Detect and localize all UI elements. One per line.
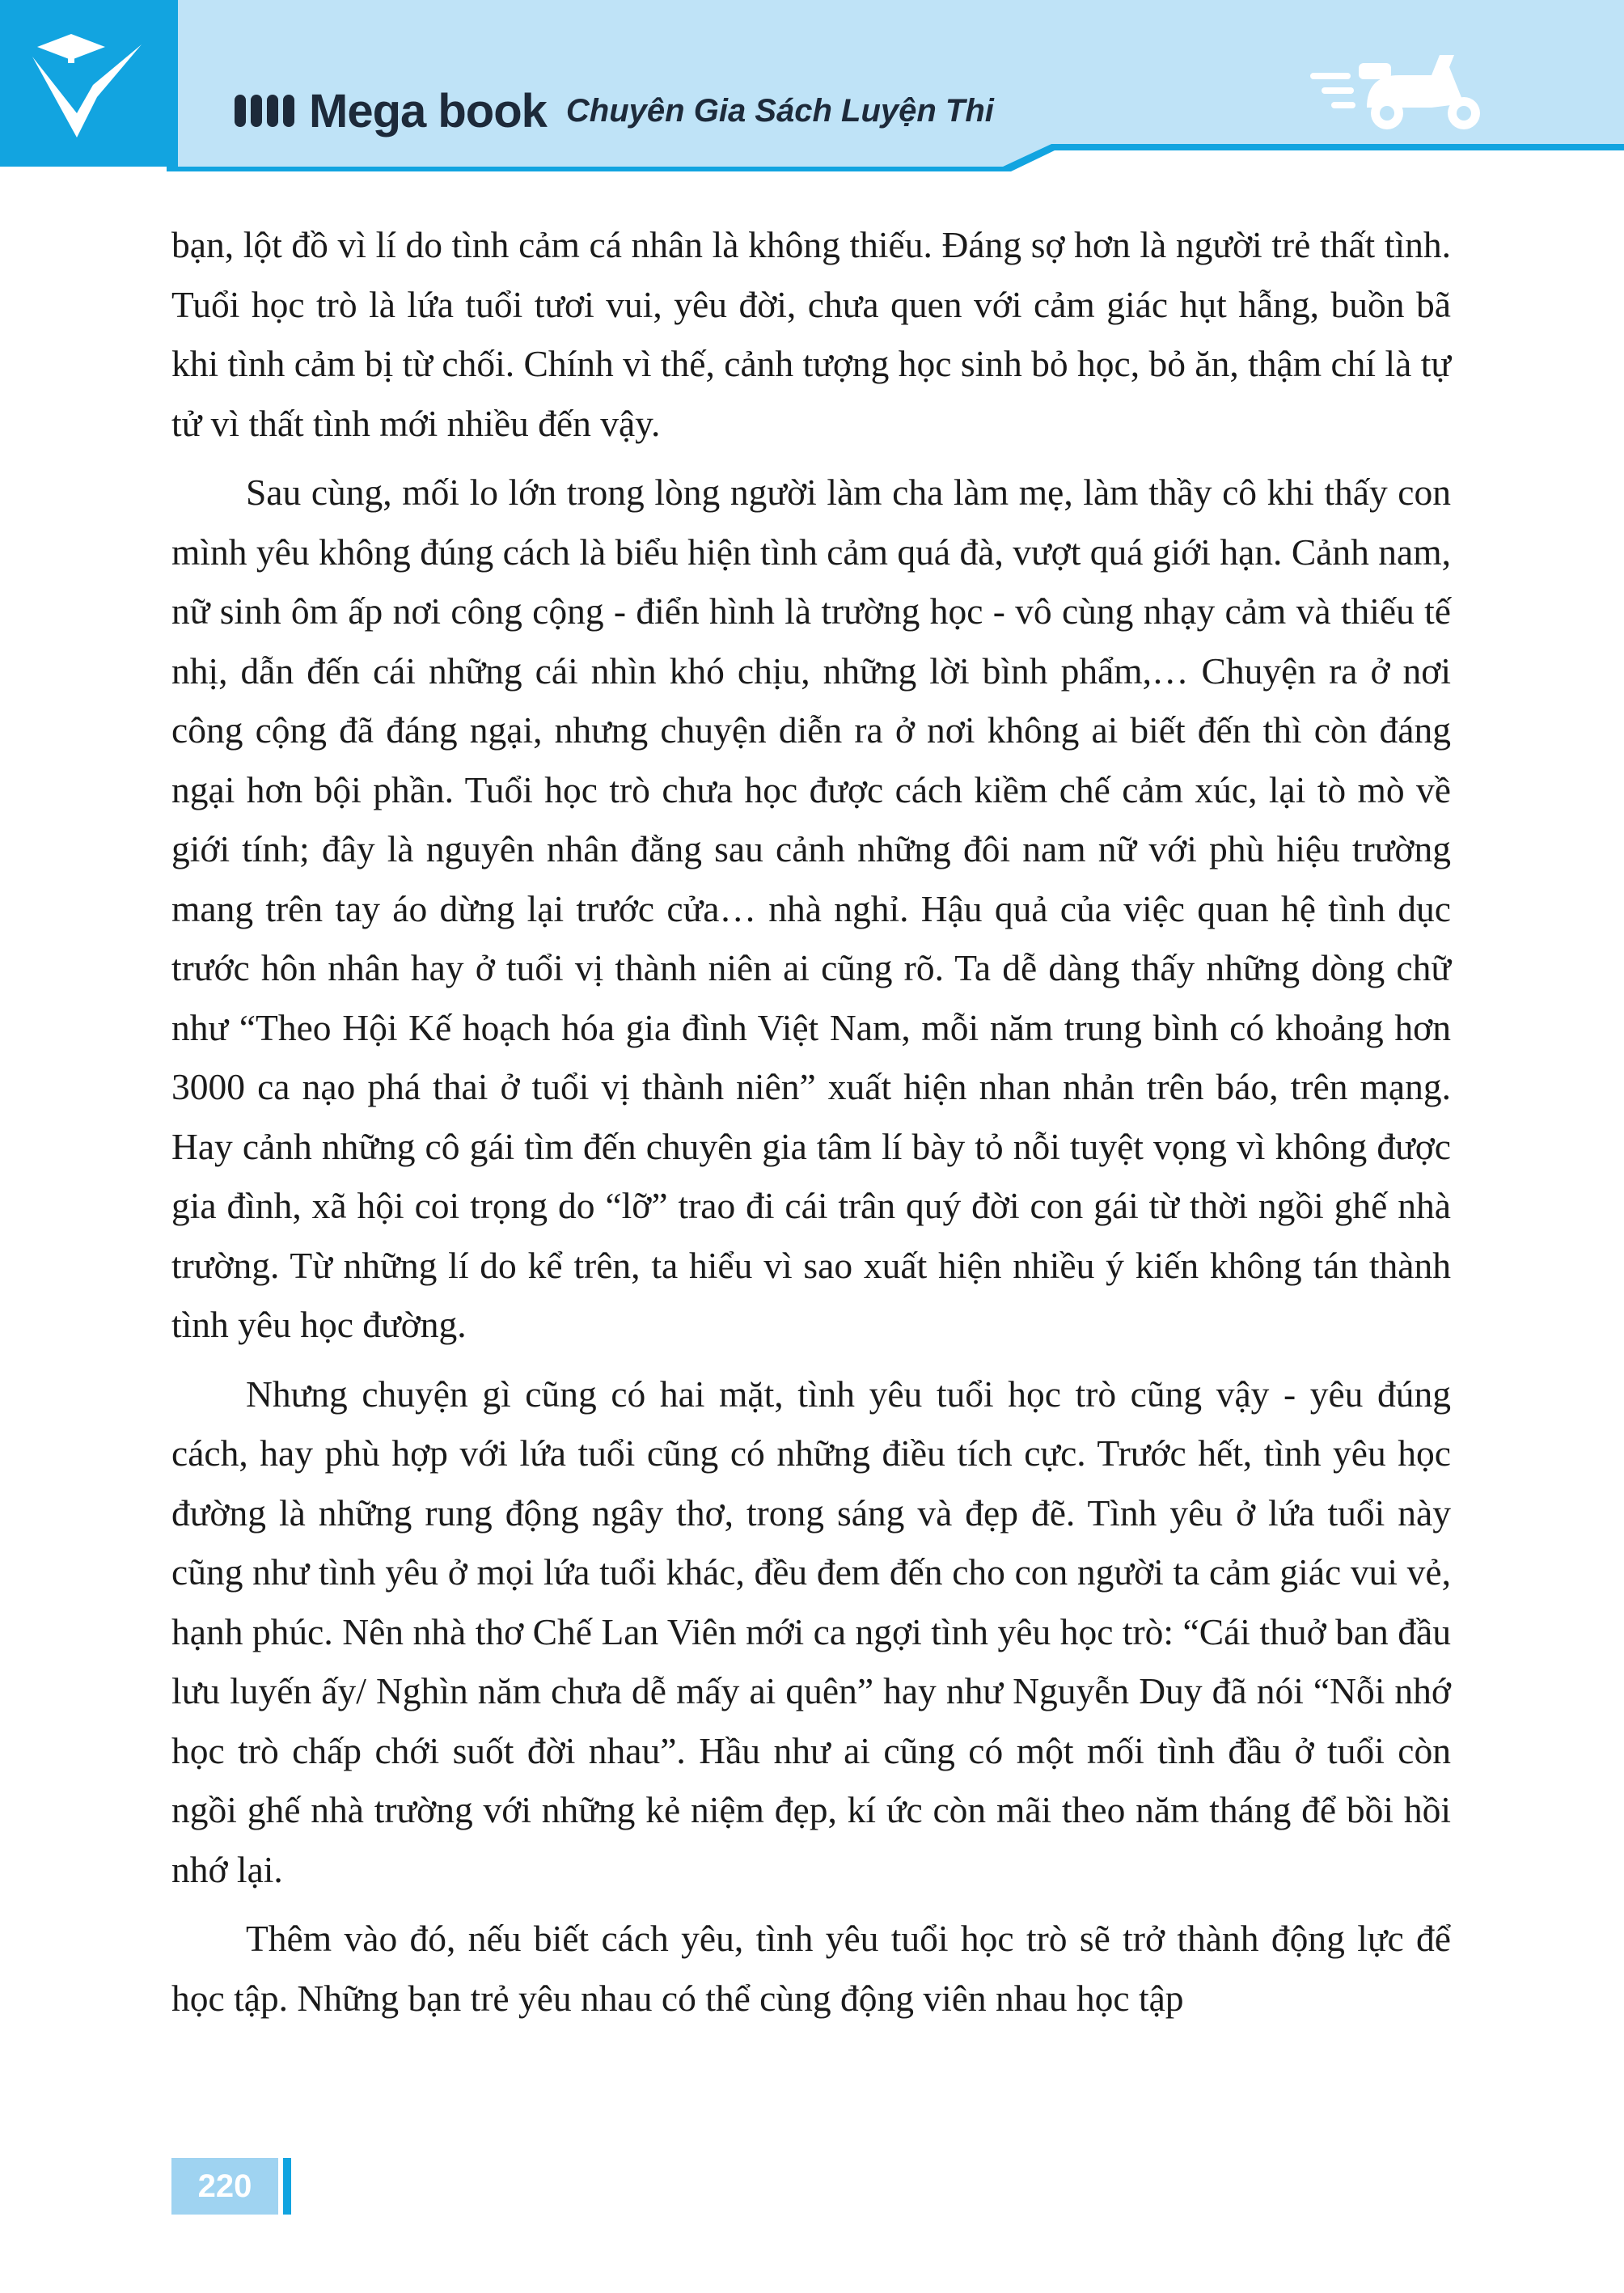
page-header — [0, 0, 1624, 186]
brand-mark-icon — [235, 91, 301, 130]
paragraph-4: Thêm vào đó, nếu biết cách yêu, tình yêu tuổi học trò sẽ trở thành động lực để học tập. Những bạn trẻ yêu nhau có thể cùng động viên nhau học tập — [171, 1918, 1451, 2019]
publisher-logo — [0, 0, 167, 167]
page-number-accent-bar — [283, 2158, 291, 2215]
paragraph-1: bạn, lột đồ vì lí do tình cảm cá nhân là không thiếu. Đáng sợ hơn là người trẻ thất tình. Tuổi học trò là lứa tuổi tươi vui, yêu đời, chưa quen với cảm giác hụt hẫng, buồn bã khi tình cảm bị từ chối. Chính vì thế, cảnh tượng học sinh bỏ học, bỏ ăn, thậm chí là tự tử vì thất tình mới nhiều đến vậy. — [171, 224, 1451, 444]
article-body — [171, 215, 1451, 2037]
brand-block — [235, 74, 994, 147]
brand-tagline: Chuyên Gia Sách Luyện Thi — [565, 92, 994, 129]
delivery-scooter-icon — [1310, 31, 1496, 136]
paragraph-3: Nhưng chuyện gì cũng có hai mặt, tình yêu tuổi học trò cũng vậy - yêu đúng cách, hay phù hợp với lứa tuổi cũng có những điều tích cực. Trước hết, tình yêu học đường là những rung động ngây thơ, trong sáng và đẹp đẽ. Tình yêu ở lứa tuổi này cũng như tình yêu ở mọi lứa tuổi khác, đều đem đến cho con người ta cảm giác vui vẻ, hạnh phúc. Nên nhà thơ Chế Lan Viên mới ca ngợi tình yêu học trò: “Cái thuở ban đầu lưu luyến ấy/ Nghìn năm chưa dễ mấy ai quên” hay như Nguyễn Duy đã nói “Nỗi nhớ học trò chấp chới suốt đời nhau”. Hầu như ai cũng có một mối tình đầu ở tuổi còn ngồi ghế nhà trường với những kẻ niệm đẹp, kí ức còn mãi theo năm tháng để bồi hồi nhớ lại. — [171, 1373, 1451, 1890]
paragraph-2: Sau cùng, mối lo lớn trong lòng người làm cha làm mẹ, làm thầy cô khi thấy con mình yêu không đúng cách là biểu hiện tình cảm quá đà, vượt quá giới hạn. Cảnh nam, nữ sinh ôm ấp nơi công cộng - điển hình là trường học - vô cùng nhạy cảm và thiếu tế nhị, dẫn đến cái những cái nhìn khó chịu, những lời bình phẩm,… Chuyện ra ở nơi công cộng đã đáng ngại, nhưng chuyện diễn ra ở nơi không ai biết đến thì còn đáng ngại hơn bội phần. Tuổi học trò chưa học được cách kiềm chế cảm xúc, lại tò mò về giới tính; đây là nguyên nhân đằng sau cảnh những đôi nam nữ với phù hiệu trường mang trên tay áo dừng lại trước cửa… nhà nghỉ. Hậu quả của việc quan hệ tình dục trước hôn nhân hay ở tuổi vị thành niên ai cũng rõ. Ta dễ dàng thấy những dòng chữ như “Theo Hội Kế hoạch hóa gia đình Việt Nam, mỗi năm trung bình có khoảng hơn 3000 ca nạo phá thai ở tuổi vị thành niên” xuất hiện nhan nhản trên báo, trên mạng. Hay cảnh những cô gái tìm đến chuyên gia tâm lí bày tỏ nỗi tuyệt vọng vì không được gia đình, xã hội coi trọng do “lỡ” trao đi cái trân quý đời con gái từ thời ngồi ghế nhà trường. Từ những lí do kể trên, ta hiểu vì sao xuất hiện nhiều ý kiến không tán thành tình yêu học đường. — [171, 472, 1451, 1345]
logo-check-icon — [0, 0, 167, 167]
brand-name: Mega book — [309, 84, 547, 137]
header-left-accent — [167, 0, 178, 171]
page-number: 220 — [171, 2158, 278, 2215]
